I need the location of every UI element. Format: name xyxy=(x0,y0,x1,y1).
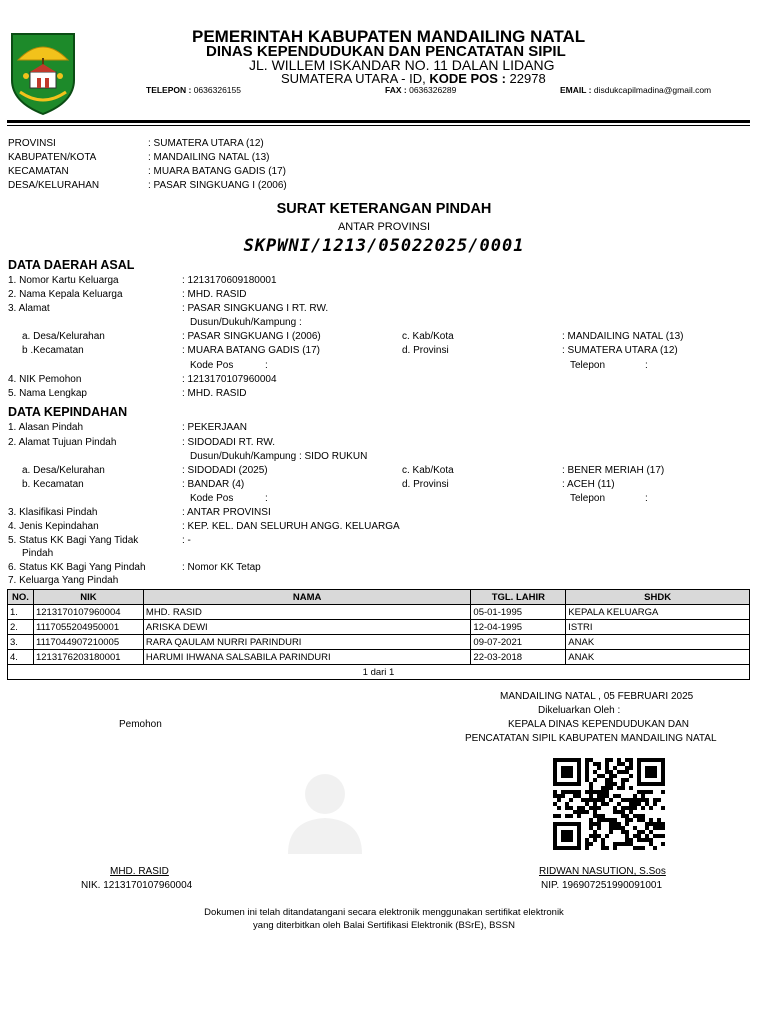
field-row xyxy=(0,562,768,576)
place-date: MANDAILING NATAL , 05 FEBRUARI 2025 xyxy=(500,691,694,702)
field-value: : 1213170609180001 xyxy=(182,275,277,286)
field-row xyxy=(0,360,768,374)
field-value: : MHD. RASID xyxy=(182,388,247,399)
field-value: : xyxy=(645,493,648,504)
person-silhouette-icon xyxy=(282,768,368,856)
table-cell: 05-01-1995 xyxy=(471,605,566,620)
field-label: 1. Alasan Pindah xyxy=(8,422,84,433)
field-value: : - xyxy=(182,535,191,546)
region-row xyxy=(0,180,768,194)
official-name: RIDWAN NASUTION, S.Sos xyxy=(539,866,666,877)
header-divider-thick xyxy=(7,120,750,123)
field-label: 4. Jenis Kepindahan xyxy=(8,521,99,532)
column-header: NO. xyxy=(8,590,34,605)
document-title: SURAT KETERANGAN PINDAH xyxy=(276,201,492,217)
field-row xyxy=(0,422,768,436)
field-value: : MUARA BATANG GADIS (17) xyxy=(182,345,320,356)
header-postal xyxy=(281,71,546,86)
region-value: : MUARA BATANG GADIS (17) xyxy=(148,166,286,177)
field-value: : PASAR SINGKUANG I RT. RW. xyxy=(182,303,329,314)
header-government-name: PEMERINTAH KABUPATEN MANDAILING NATAL xyxy=(192,27,586,46)
region-label: DESA/KELURAHAN xyxy=(8,180,100,191)
table-cell: MHD. RASID xyxy=(143,605,471,620)
table-cell: 09-07-2021 xyxy=(471,635,566,650)
header-fax xyxy=(385,85,456,95)
field-row xyxy=(0,303,768,317)
field-label: 4. NIK Pemohon xyxy=(8,374,82,385)
table-cell: 2. xyxy=(8,620,34,635)
header-postal-value: 22978 xyxy=(505,71,546,86)
table-cell: 12-04-1995 xyxy=(471,620,566,635)
field-label: d. Provinsi xyxy=(402,479,449,490)
header-postal-label: KODE POS : xyxy=(429,71,506,86)
region-value: : SUMATERA UTARA (12) xyxy=(148,138,264,149)
header-address: JL. WILLEM ISKANDAR NO. 11 DALAN LIDANG xyxy=(249,57,555,73)
field-label: Pindah xyxy=(22,548,54,559)
regency-emblem-logo xyxy=(8,30,78,116)
region-label: KECAMATAN xyxy=(8,166,69,177)
table-footer-row xyxy=(8,665,750,680)
field-label: Kode Pos xyxy=(190,360,234,371)
table-row xyxy=(8,635,750,650)
field-label: 5. Nama Lengkap xyxy=(8,388,87,399)
table-cell: 1213176203180001 xyxy=(33,650,143,665)
field-row xyxy=(0,465,768,479)
official-nip: NIP. 196907251990091001 xyxy=(541,880,663,891)
field-label: c. Kab/Kota xyxy=(402,465,454,476)
official-title-line1: KEPALA DINAS KEPENDUDUKAN DAN xyxy=(508,719,689,730)
footer-note-line2: yang diterbitkan oleh Balai Sertifikasi Elektronik (BSrE), BSSN xyxy=(253,920,515,931)
region-value: : MANDAILING NATAL (13) xyxy=(148,152,270,163)
field-row xyxy=(0,317,768,331)
header-phone xyxy=(146,85,241,95)
field-value: Dusun/Dukuh/Kampung : xyxy=(190,317,302,328)
field-value: : xyxy=(265,360,268,371)
table-row xyxy=(8,620,750,635)
table-row xyxy=(8,605,750,620)
field-value: : PEKERJAAN xyxy=(182,422,248,433)
field-value: : SIDODADI RT. RW. xyxy=(182,437,275,448)
applicant-name: MHD. RASID xyxy=(110,866,169,877)
field-row xyxy=(0,331,768,345)
header-email xyxy=(560,85,711,95)
field-row xyxy=(0,479,768,493)
field-label: Telepon xyxy=(570,360,606,371)
field-row xyxy=(0,345,768,359)
region-label: PROVINSI xyxy=(8,138,56,149)
field-label: d. Provinsi xyxy=(402,345,449,356)
field-label: 1. Nomor Kartu Keluarga xyxy=(8,275,119,286)
field-label: a. Desa/Kelurahan xyxy=(22,331,105,342)
footer-note-line1: Dokumen ini telah ditandatangani secara elektronik menggunakan sertifikat elektronik xyxy=(204,907,564,918)
field-row xyxy=(0,437,768,451)
field-label: 6. Status KK Bagi Yang Pindah xyxy=(8,562,146,573)
field-label: 2. Nama Kepala Keluarga xyxy=(8,289,123,300)
field-label: b. Kecamatan xyxy=(22,479,84,490)
field-value: : BENER MERIAH (17) xyxy=(562,465,665,476)
table-cell: 1. xyxy=(8,605,34,620)
table-cell: 1117044907210005 xyxy=(33,635,143,650)
section-heading-origin: DATA DAERAH ASAL xyxy=(8,258,135,272)
header-email-value: disdukcapilmadina@gmail.com xyxy=(591,85,712,95)
field-row xyxy=(0,575,768,589)
field-value: : BANDAR (4) xyxy=(182,479,245,490)
table-cell: 1213170107960004 xyxy=(33,605,143,620)
table-pagination: 1 dari 1 xyxy=(8,665,750,680)
header-province: SUMATERA UTARA - ID, xyxy=(281,71,430,86)
qr-code xyxy=(553,758,666,850)
table-cell: 1117055204950001 xyxy=(33,620,143,635)
field-value: : 1213170107960004 xyxy=(182,374,277,385)
field-value: : xyxy=(265,493,268,504)
region-value: : PASAR SINGKUANG I (2006) xyxy=(148,180,287,191)
field-value: Dusun/Dukuh/Kampung : SIDO RUKUN xyxy=(190,451,368,462)
field-row xyxy=(0,535,768,549)
field-row xyxy=(0,275,768,289)
field-value: : MHD. RASID xyxy=(182,289,247,300)
field-value: : ACEH (11) xyxy=(562,479,615,490)
official-title-line2: PENCATATAN SIPIL KABUPATEN MANDAILING NATAL xyxy=(465,733,717,744)
field-label: 3. Klasifikasi Pindah xyxy=(8,507,98,518)
table-cell: 22-03-2018 xyxy=(471,650,566,665)
header-fax-label: FAX : xyxy=(385,85,407,95)
header-phone-value: 0636326155 xyxy=(191,85,241,95)
table-cell: 3. xyxy=(8,635,34,650)
table-cell: ANAK xyxy=(566,635,750,650)
region-row xyxy=(0,152,768,166)
table-cell: KEPALA KELUARGA xyxy=(566,605,750,620)
field-label: 2. Alamat Tujuan Pindah xyxy=(8,437,117,448)
field-row xyxy=(0,493,768,507)
field-row xyxy=(0,507,768,521)
field-value: : KEP. KEL. DAN SELURUH ANGG. KELUARGA xyxy=(182,521,400,532)
header-divider-thin xyxy=(7,125,750,126)
header-agency-name: DINAS KEPENDUDUKAN DAN PENCATATAN SIPIL xyxy=(206,43,566,60)
field-value: : Nomor KK Tetap xyxy=(182,562,261,573)
field-value: : SIDODADI (2025) xyxy=(182,465,268,476)
table-cell: RARA QAULAM NURRI PARINDURI xyxy=(143,635,471,650)
region-row xyxy=(0,166,768,180)
header-fax-value: 0636326289 xyxy=(406,85,457,95)
field-value: : PASAR SINGKUANG I (2006) xyxy=(182,331,321,342)
field-row xyxy=(0,451,768,465)
family-members-table xyxy=(7,589,750,680)
table-cell: ANAK xyxy=(566,650,750,665)
applicant-nik: NIK. 1213170107960004 xyxy=(81,880,193,891)
document-number: SKPWNI/1213/05022025/0001 xyxy=(243,236,525,256)
document-subtitle: ANTAR PROVINSI xyxy=(337,221,431,233)
table-cell: 4. xyxy=(8,650,34,665)
issued-by-label: Dikeluarkan Oleh : xyxy=(538,705,621,716)
header-phone-label: TELEPON : xyxy=(146,85,192,95)
field-row xyxy=(0,521,768,535)
table-header-row xyxy=(8,590,750,605)
region-label: KABUPATEN/KOTA xyxy=(8,152,97,163)
field-label: b .Kecamatan xyxy=(22,345,84,356)
field-row xyxy=(0,289,768,303)
field-row xyxy=(0,548,768,562)
column-header: NAMA xyxy=(143,590,471,605)
field-label: c. Kab/Kota xyxy=(402,331,454,342)
field-value: : SUMATERA UTARA (12) xyxy=(562,345,678,356)
field-label: 3. Alamat xyxy=(8,303,50,314)
field-label: 5. Status KK Bagi Yang Tidak xyxy=(8,535,139,546)
table-row xyxy=(8,650,750,665)
table-cell: ISTRI xyxy=(566,620,750,635)
field-label: Telepon xyxy=(570,493,606,504)
column-header: TGL. LAHIR xyxy=(471,590,566,605)
section-heading-relocation: DATA KEPINDAHAN xyxy=(8,405,128,419)
field-label: Kode Pos xyxy=(190,493,234,504)
field-row xyxy=(0,374,768,388)
table-cell: ARISKA DEWI xyxy=(143,620,471,635)
table-cell: HARUMI IHWANA SALSABILA PARINDURI xyxy=(143,650,471,665)
column-header: SHDK xyxy=(566,590,750,605)
column-header: NIK xyxy=(33,590,143,605)
region-row xyxy=(0,138,768,152)
field-label: 7. Keluarga Yang Pindah xyxy=(8,575,119,586)
applicant-label: Pemohon xyxy=(119,719,162,730)
field-label: a. Desa/Kelurahan xyxy=(22,465,105,476)
field-value: : MANDAILING NATAL (13) xyxy=(562,331,684,342)
field-value: : ANTAR PROVINSI xyxy=(182,507,271,518)
field-row xyxy=(0,388,768,402)
field-value: : xyxy=(645,360,648,371)
header-email-label: EMAIL : xyxy=(560,85,592,95)
